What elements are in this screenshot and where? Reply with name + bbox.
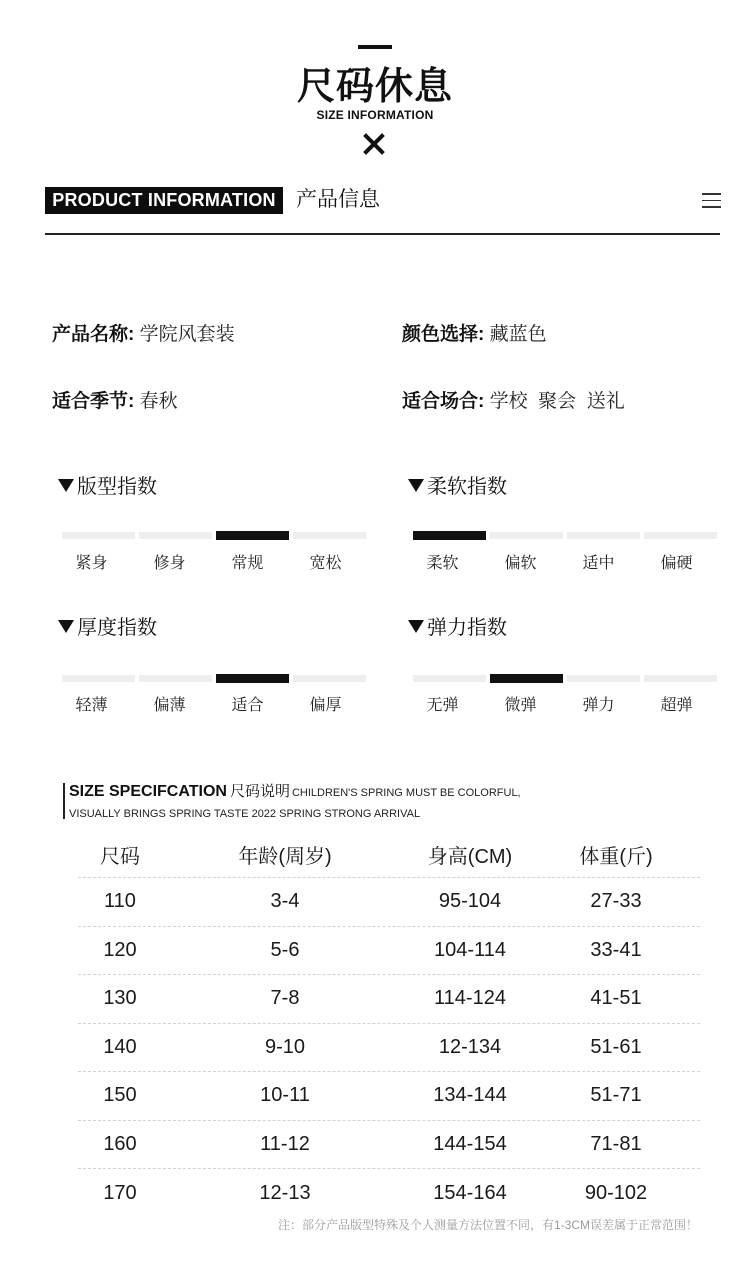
fit-index-title: 版型指数: [58, 474, 157, 500]
table-cell: 12-134: [438, 1035, 502, 1058]
table-cell: 27-33: [590, 890, 642, 913]
product-name-value: 学院风套装: [139, 324, 235, 345]
index-segment: [293, 532, 366, 539]
index-segment: [413, 675, 486, 682]
spec-title-cn: 尺码说明: [229, 783, 290, 800]
spec-title-en: SIZE SPECIFCATION: [69, 783, 227, 800]
season-row: [52, 389, 178, 415]
product-info-badge: PRODUCT INFORMATION: [45, 187, 283, 214]
triangle-down-icon: [408, 620, 424, 633]
measurement-note: 注：部分产品版型特殊及个人测量方法位置不同，有1-3CM误差属于正常范围！: [277, 1218, 698, 1232]
table-row: [78, 927, 700, 976]
occasion-value: 学校 聚会 送礼: [489, 391, 625, 412]
thickness-index-bar: [62, 675, 366, 683]
season-value: 春秋: [139, 391, 178, 412]
table-cell: 130: [103, 987, 137, 1010]
index-segment: [490, 532, 563, 539]
table-cell: 170: [103, 1181, 137, 1204]
table-cell: 51-71: [590, 1084, 642, 1107]
table-cell: 12-13: [259, 1181, 311, 1204]
index-segment-selected: [413, 531, 486, 540]
table-cell: 33-41: [590, 938, 642, 961]
table-header-cell: 身高(CM): [427, 846, 513, 868]
index-segment: [567, 675, 640, 682]
table-row: [78, 1024, 700, 1073]
elasticity-index-labels: [404, 696, 716, 716]
product-name-row: [52, 322, 235, 348]
fit-index-bar: [62, 532, 366, 540]
spec-tagline-1: CHILDREN'S SPRING MUST BE COLORFUL,: [291, 787, 521, 799]
table-row: [78, 1121, 700, 1170]
thickness-index-labels: [53, 696, 365, 716]
index-segment-selected: [490, 674, 563, 683]
table-cell: 41-51: [590, 987, 642, 1010]
table-row: [78, 1169, 700, 1218]
table-cell: 51-61: [590, 1035, 642, 1058]
index-option-label: 紧身: [75, 555, 108, 572]
page-subtitle: SIZE INFORMATION: [316, 108, 434, 122]
index-option-label: 轻薄: [75, 697, 108, 714]
table-cell: 71-81: [590, 1132, 642, 1155]
table-cell: 104-114: [434, 938, 506, 961]
table-cell: 114-124: [434, 987, 506, 1010]
menu-icon[interactable]: [702, 193, 721, 209]
season-label: 适合季节:: [52, 391, 135, 412]
elasticity-index-bar: [413, 675, 717, 683]
index-segment: [62, 675, 135, 682]
spec-tagline-2: VISUALLY BRINGS SPRING TASTE 2022 SPRING STRONG ARRIVAL: [69, 808, 421, 820]
table-cell: 5-6: [270, 938, 300, 961]
size-table: [78, 832, 700, 1218]
table-cell: 3-4: [270, 890, 300, 913]
index-segment: [139, 675, 212, 682]
product-info-cn-label: 产品信息: [296, 188, 380, 211]
table-header-cell: 尺码: [100, 846, 140, 868]
header-divider: [45, 233, 720, 235]
index-option-label: 修身: [153, 555, 186, 572]
index-option-label: 柔软: [426, 555, 459, 572]
index-option-label: 偏硬: [660, 555, 693, 572]
table-cell: 150: [103, 1084, 137, 1107]
spec-heading: [69, 781, 521, 804]
index-segment: [293, 675, 366, 682]
triangle-down-icon: [58, 620, 74, 633]
table-cell: 10-11: [260, 1084, 310, 1107]
index-option-label: 弹力: [582, 697, 615, 714]
index-option-label: 偏软: [504, 555, 537, 572]
index-option-label: 适合: [231, 697, 264, 714]
softness-index-bar: [413, 532, 717, 540]
table-row: [78, 878, 700, 927]
softness-index-title: 柔软指数: [408, 474, 507, 500]
table-cell: 90-102: [584, 1181, 648, 1204]
index-option-label: 微弹: [504, 697, 537, 714]
table-header-cell: 年龄(周岁): [238, 846, 332, 868]
fit-index-labels: [53, 554, 365, 574]
color-value: 藏蓝色: [489, 324, 547, 345]
index-option-label: 无弹: [426, 697, 459, 714]
triangle-down-icon: [58, 479, 74, 492]
triangle-down-icon: [408, 479, 424, 492]
softness-index-labels: [404, 554, 716, 574]
table-cell: 110: [104, 890, 136, 913]
table-cell: 120: [103, 938, 137, 961]
index-option-label: 适中: [582, 555, 615, 572]
table-header-row: [78, 832, 700, 878]
elasticity-index-title: 弹力指数: [408, 615, 507, 641]
index-option-label: 偏薄: [153, 697, 186, 714]
color-label: 颜色选择:: [402, 324, 485, 345]
occasion-row: [402, 389, 625, 415]
table-row: [78, 1072, 700, 1121]
table-cell: 95-104: [438, 890, 502, 913]
index-segment: [644, 532, 717, 539]
index-option-label: 宽松: [309, 555, 342, 572]
close-icon: [362, 132, 386, 156]
top-dash-decoration: [358, 45, 392, 49]
table-cell: 140: [103, 1035, 137, 1058]
table-cell: 160: [103, 1132, 137, 1155]
table-cell: 9-10: [264, 1035, 306, 1058]
table-header-cell: 体重(斤): [579, 846, 653, 868]
index-option-label: 超弹: [660, 697, 693, 714]
table-cell: 134-144: [433, 1084, 507, 1107]
color-row: [402, 322, 547, 348]
table-cell: 144-154: [433, 1132, 507, 1155]
thickness-index-title: 厚度指数: [58, 615, 157, 641]
index-segment: [644, 675, 717, 682]
index-segment-selected: [216, 531, 289, 540]
index-segment: [139, 532, 212, 539]
index-segment-selected: [216, 674, 289, 683]
product-name-label: 产品名称:: [52, 324, 135, 345]
page-title: 尺码休息: [296, 66, 453, 108]
spec-accent-bar: [63, 783, 65, 819]
index-segment: [62, 532, 135, 539]
occasion-label: 适合场合:: [402, 391, 485, 412]
index-option-label: 常规: [231, 555, 264, 572]
index-option-label: 偏厚: [309, 697, 342, 714]
table-cell: 154-164: [433, 1181, 507, 1204]
table-cell: 7-8: [270, 987, 300, 1010]
table-row: [78, 975, 700, 1024]
index-segment: [567, 532, 640, 539]
table-cell: 11-12: [260, 1132, 310, 1155]
